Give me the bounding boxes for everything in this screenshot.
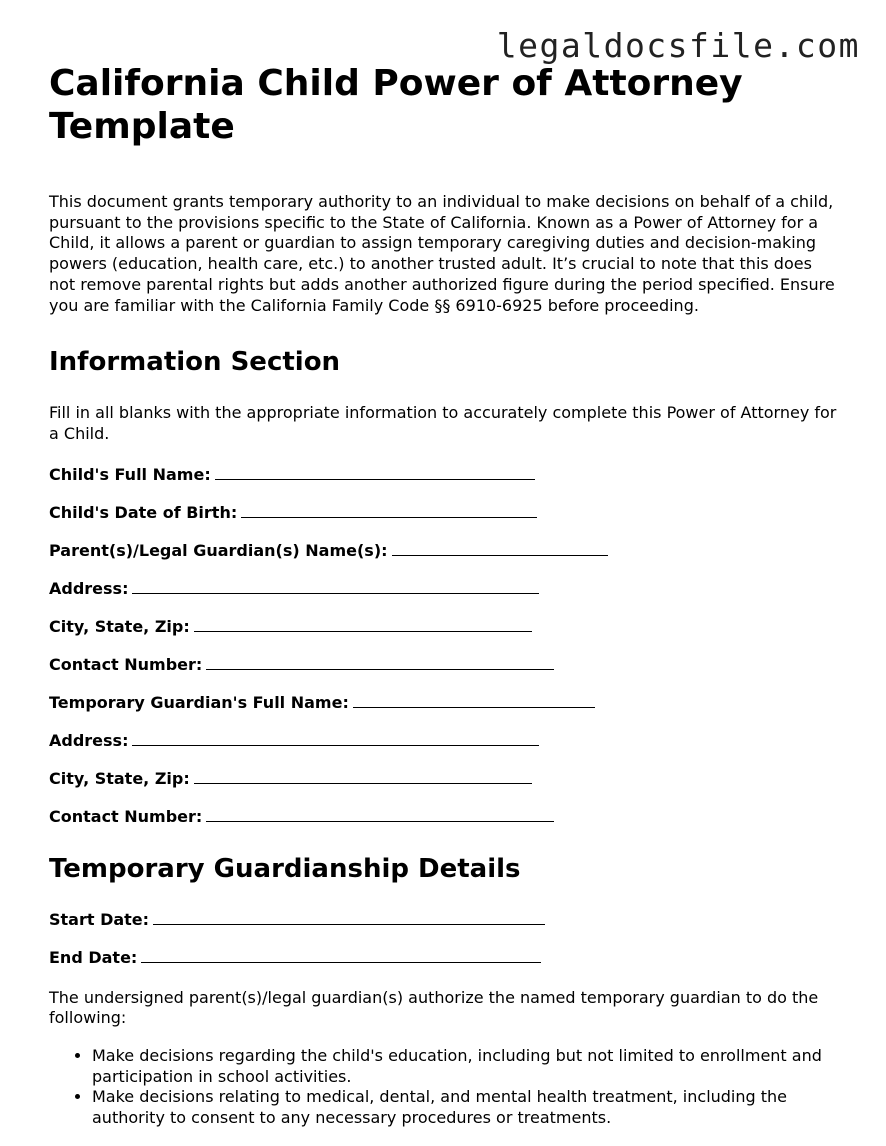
field-label: City, State, Zip: [49,768,190,788]
blank-line[interactable] [141,948,541,963]
field-label: Start Date: [49,909,150,929]
blank-line[interactable] [132,731,539,746]
blank-line[interactable] [132,579,539,594]
field-label: Child's Full Name: [49,464,211,484]
information-instructions: Fill in all blanks with the appropriate information to accurately complete this Power of Attorney for a Child. [49,403,837,443]
blank-line[interactable] [153,910,545,925]
guardian-contact-number-field[interactable] [49,807,839,827]
field-label: Contact Number: [49,654,203,674]
field-label: End Date: [49,947,138,967]
blank-line[interactable] [241,503,537,518]
field-label: Address: [49,730,129,750]
blank-line[interactable] [194,617,532,632]
field-label: City, State, Zip: [49,616,190,636]
temporary-guardianship-heading: Temporary Guardianship Details [49,853,521,884]
field-label: Contact Number: [49,806,203,826]
page-title: California Child Power of Attorney Template [49,63,743,147]
field-label: Child's Date of Birth: [49,502,238,522]
field-label: Temporary Guardian's Full Name: [49,692,349,712]
parent-city-state-zip-field[interactable] [49,617,839,637]
blank-line[interactable] [353,693,595,708]
guardian-address-field[interactable] [49,731,839,751]
field-label: Address: [49,578,129,598]
powers-list [49,1046,839,1129]
blank-line[interactable] [215,465,535,480]
blank-line[interactable] [206,807,554,822]
blank-line[interactable] [206,655,554,670]
information-section-heading: Information Section [49,347,341,378]
list-item: • Make decisions relating to medical, dental, and mental health treatment, including the authority to consent to any necessary procedures or treatments. [92,1087,839,1128]
child-full-name-field[interactable] [49,465,839,485]
parent-address-field[interactable] [49,579,839,599]
authorization-paragraph: The undersigned parent(s)/legal guardian(s) authorize the named temporary guardian to do the following: [49,987,819,1028]
document-page [49,62,839,1129]
intro-paragraph: This document grants temporary authority to an individual to make decisions on behalf of a child, pursuant to the provisions specific to the State of California. Known as a Power of Attorney for a Child, it allows a parent or guardian to assign temporary caregiving duties and decision-making powers (education, health care, etc.) to another trusted adult. It’s crucial to note that this does not remove parental rights but adds another authorized figure during the period specified. Ensure you are familiar with the California Family Code §§ 6910-6925 before proceeding. [49,192,835,315]
blank-line[interactable] [194,769,532,784]
watermark: legaldocsfile.com [496,26,860,65]
start-date-field[interactable] [49,910,839,930]
parent-names-field[interactable] [49,541,839,561]
guardian-city-state-zip-field[interactable] [49,769,839,789]
list-item: • Make decisions regarding the child's education, including but not limited to enrollment and participation in school activities. [92,1046,839,1087]
field-label: Parent(s)/Legal Guardian(s) Name(s): [49,540,388,560]
parent-contact-number-field[interactable] [49,655,839,675]
blank-line[interactable] [392,541,608,556]
child-dob-field[interactable] [49,503,839,523]
end-date-field[interactable] [49,948,839,968]
temporary-guardian-name-field[interactable] [49,693,839,713]
